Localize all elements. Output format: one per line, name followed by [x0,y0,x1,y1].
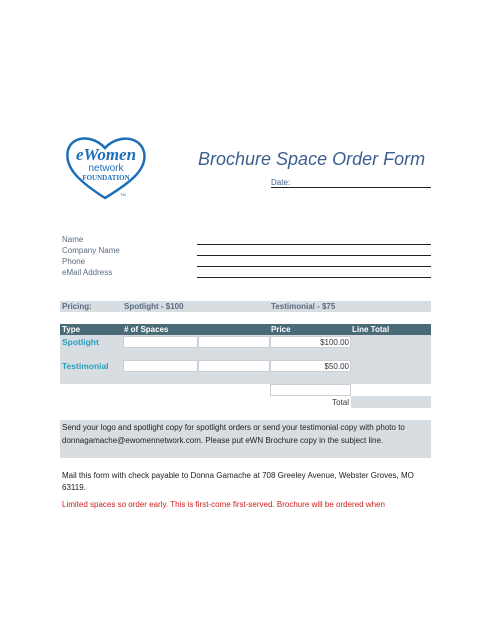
header-line-total: Line Total [352,325,390,334]
row-type-spotlight: Spotlight [62,337,99,347]
phone-field[interactable] [197,266,431,267]
phone-label: Phone [62,257,86,266]
header-spaces: # of Spaces [124,325,169,334]
spotlight-spaces-input-2[interactable] [198,336,270,348]
pricing-testimonial: Testimonial - $75 [271,302,336,311]
spotlight-spaces-input[interactable] [123,336,198,348]
header-price: Price [271,325,291,334]
header-type: Type [62,325,81,334]
logo-line3: FOUNDATION [82,174,130,182]
email-field[interactable] [197,277,431,278]
total-spacer-cell [270,384,351,396]
date-field[interactable] [271,187,431,188]
row-price-testimonial: $50.00 [324,362,349,371]
ewomen-network-foundation-logo [60,130,150,202]
mail-instructions: Mail this form with check payable to Donna Gamache at 708 Greeley Avenue, Webster Groves, MO 63119. [62,471,414,492]
pricing-label: Pricing: [62,302,92,311]
logo-line2: network [88,163,124,174]
date-label: Date: [271,178,291,187]
pricing-spotlight: Spotlight - $100 [124,302,184,311]
instructions-text: Send your logo and spotlight copy for spotlight orders or send your testimonial copy with photo to donnagamache@ewomennetwork.com. Please put eWN Brochure copy in the subject line. [62,423,405,445]
form-title: Brochure Space Order Form [198,149,426,169]
logo-line1: eWomen [75,145,137,164]
testimonial-spaces-input[interactable] [123,360,198,372]
pricing-bar [60,301,431,312]
company-name-field[interactable] [197,255,431,256]
row-price-spotlight: $100.00 [320,338,349,347]
name-label: Name [62,235,84,244]
email-label: eMail Address [62,268,113,277]
total-value-cell [351,396,431,408]
row-type-testimonial: Testimonial [62,361,109,371]
logo-tm: TM [120,192,126,197]
total-label: Total [332,398,349,407]
testimonial-spaces-input-2[interactable] [198,360,270,372]
company-name-label: Company Name [62,246,120,255]
heart-logo-icon [60,130,150,202]
limited-spaces-notice: Limited spaces so order early. This is first-come first-served. Brochure will be ordered when [62,500,385,509]
name-field[interactable] [197,244,431,245]
